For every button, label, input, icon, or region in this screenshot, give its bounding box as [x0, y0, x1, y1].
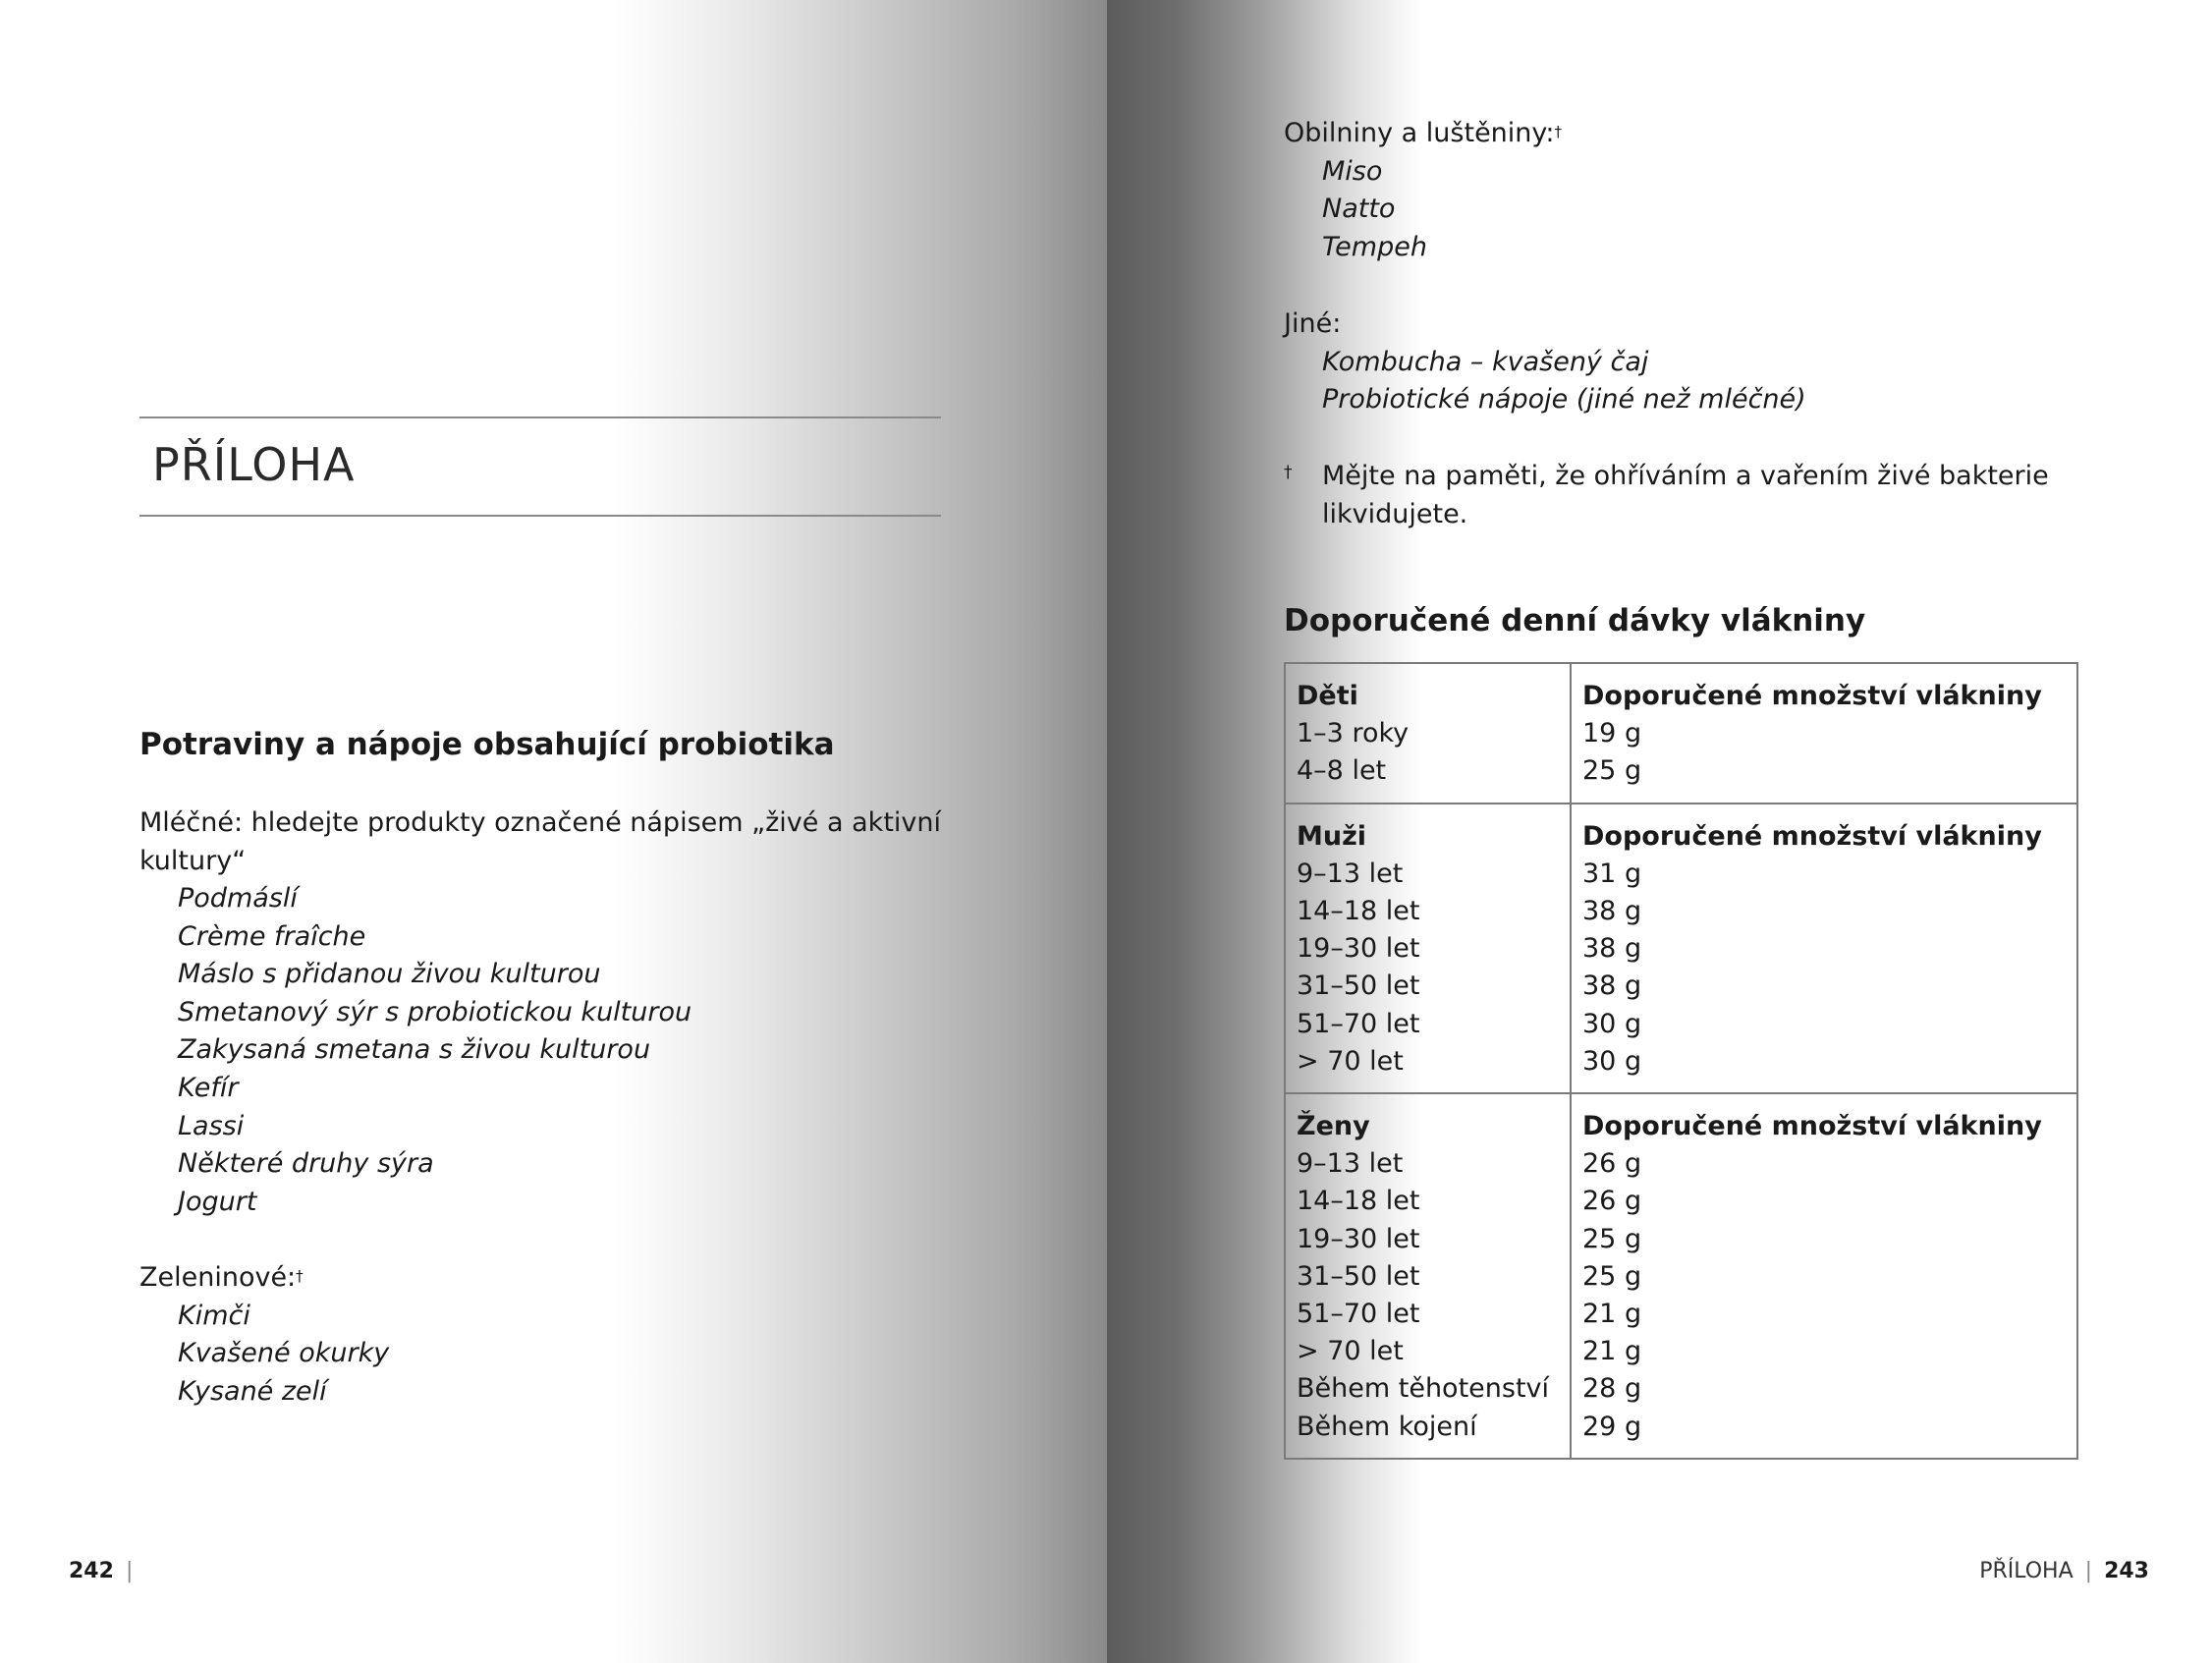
- footnote-line: likvidujete.: [1322, 498, 1468, 529]
- age-value: 19–30 let: [1297, 933, 1420, 965]
- amount-value: 21 g: [1582, 1299, 1642, 1330]
- amount-value: 21 g: [1582, 1336, 1642, 1367]
- age-value: > 70 let: [1297, 1336, 1404, 1367]
- age-value: 51–70 let: [1297, 1299, 1420, 1330]
- age-value: 19–30 let: [1297, 1223, 1420, 1254]
- age-cell: [1285, 804, 1571, 1093]
- vegetables-label-line: [139, 1259, 389, 1298]
- age-value: 9–13 let: [1297, 858, 1404, 889]
- list-item: Kombucha – kvašený čaj: [1322, 346, 1649, 377]
- age-value: 14–18 let: [1297, 896, 1420, 927]
- running-head: PŘÍLOHA: [1979, 1559, 2074, 1583]
- list-item: Zakysaná smetana s živou kulturou: [178, 1034, 651, 1066]
- list-item: Probiotické nápoje (jiné než mléčné): [1322, 384, 1806, 416]
- amount-value: 26 g: [1582, 1186, 1642, 1217]
- dairy-list: [139, 880, 691, 1221]
- chapter-title: PŘÍLOHA: [152, 438, 356, 491]
- grains-label: Obilniny a luštěniny:: [1284, 118, 1555, 148]
- list-item: Natto: [1322, 194, 1396, 225]
- other-section: [1284, 305, 1806, 419]
- amount-value: 25 g: [1582, 755, 1642, 787]
- amount-cell: [1571, 663, 2077, 804]
- age-value: 51–70 let: [1297, 1008, 1420, 1039]
- amount-value: 30 g: [1582, 1008, 1642, 1039]
- dagger-mark: †: [1554, 123, 1563, 140]
- amount-value: 25 g: [1582, 1260, 1642, 1292]
- list-item: Kvašené okurky: [178, 1338, 390, 1369]
- page-number: 243: [2104, 1559, 2149, 1583]
- amount-value: 38 g: [1582, 896, 1642, 927]
- age-cell: [1285, 663, 1571, 804]
- age-cell: [1285, 1093, 1571, 1459]
- other-label: Jiné:: [1284, 308, 1342, 339]
- column-header: Doporučené množství vlákniny: [1582, 1111, 2042, 1142]
- grains-label-line: [1284, 115, 1562, 153]
- page-number: 242: [69, 1559, 114, 1583]
- amount-value: 19 g: [1582, 718, 1642, 749]
- list-item: Kysané zelí: [178, 1375, 327, 1407]
- chapter-bottom-rule: [139, 515, 941, 517]
- age-value: Během kojení: [1297, 1411, 1477, 1442]
- list-item: Miso: [1322, 155, 1383, 187]
- group-label: Děti: [1297, 681, 1358, 711]
- age-value: Během těhotenství: [1297, 1373, 1550, 1405]
- amount-cell: [1571, 1093, 2077, 1459]
- list-item: Jogurt: [178, 1186, 257, 1217]
- list-item: Smetanový sýr s probiotickou kulturou: [178, 996, 692, 1027]
- amount-cell: [1571, 804, 2077, 1093]
- footnote-line: Mějte na paměti, že ohříváním a vařením živé bakterie: [1322, 461, 2049, 491]
- list-item: Lassi: [178, 1110, 245, 1141]
- list-item: Kimči: [178, 1300, 250, 1331]
- age-value: > 70 let: [1297, 1045, 1404, 1077]
- age-value: 4–8 let: [1297, 755, 1387, 787]
- list-item: Některé druhy sýra: [178, 1148, 434, 1180]
- column-header: Doporučené množství vlákniny: [1582, 681, 2042, 711]
- list-item: Tempeh: [1322, 231, 1427, 262]
- column-header: Doporučené množství vlákniny: [1582, 820, 2042, 852]
- folio-separator: |: [125, 1559, 134, 1583]
- list-item: Máslo s přidanou živou kulturou: [178, 959, 601, 990]
- age-value: 31–50 let: [1297, 1260, 1420, 1292]
- group-label: Muži: [1297, 820, 1367, 852]
- footnote-mark: †: [1284, 463, 1293, 482]
- right-page: [1107, 0, 2212, 1663]
- amount-value: 38 g: [1582, 970, 1642, 1002]
- dagger-mark: †: [296, 1267, 304, 1285]
- folio-separator: |: [2084, 1559, 2093, 1583]
- age-value: 31–50 let: [1297, 970, 1420, 1002]
- age-value: 14–18 let: [1297, 1186, 1420, 1217]
- group-label: Ženy: [1297, 1111, 1370, 1142]
- list-item: Crème fraîche: [178, 920, 366, 952]
- amount-value: 29 g: [1582, 1411, 1642, 1442]
- right-folio: [1979, 1559, 2149, 1583]
- amount-value: 26 g: [1582, 1148, 1642, 1180]
- table-row: [1285, 663, 2077, 804]
- fiber-table: [1284, 662, 2078, 1460]
- list-item: Kefír: [178, 1072, 239, 1103]
- vegetables-label: Zeleninové:: [139, 1262, 297, 1293]
- left-folio: [69, 1559, 144, 1583]
- age-value: 9–13 let: [1297, 1148, 1404, 1180]
- amount-value: 38 g: [1582, 933, 1642, 965]
- dairy-intro: Mléčné: hledejte produkty označené nápisem „živé a aktivní kultury“: [139, 807, 941, 876]
- amount-value: 28 g: [1582, 1373, 1642, 1405]
- grains-section: [1284, 115, 1562, 266]
- table-row: [1285, 804, 2077, 1093]
- amount-value: 30 g: [1582, 1045, 1642, 1077]
- section-heading: Potraviny a nápoje obsahující probiotika: [139, 727, 835, 762]
- footnote: [1284, 458, 2070, 533]
- amount-value: 31 g: [1582, 858, 1642, 889]
- vegetables-section: [139, 1259, 389, 1411]
- age-value: 1–3 roky: [1297, 718, 1410, 749]
- chapter-top-rule: [139, 416, 941, 418]
- amount-value: 25 g: [1582, 1223, 1642, 1254]
- table-row: [1285, 1093, 2077, 1459]
- list-item: Podmáslí: [178, 883, 298, 914]
- table-heading: Doporučené denní dávky vlákniny: [1284, 603, 1866, 638]
